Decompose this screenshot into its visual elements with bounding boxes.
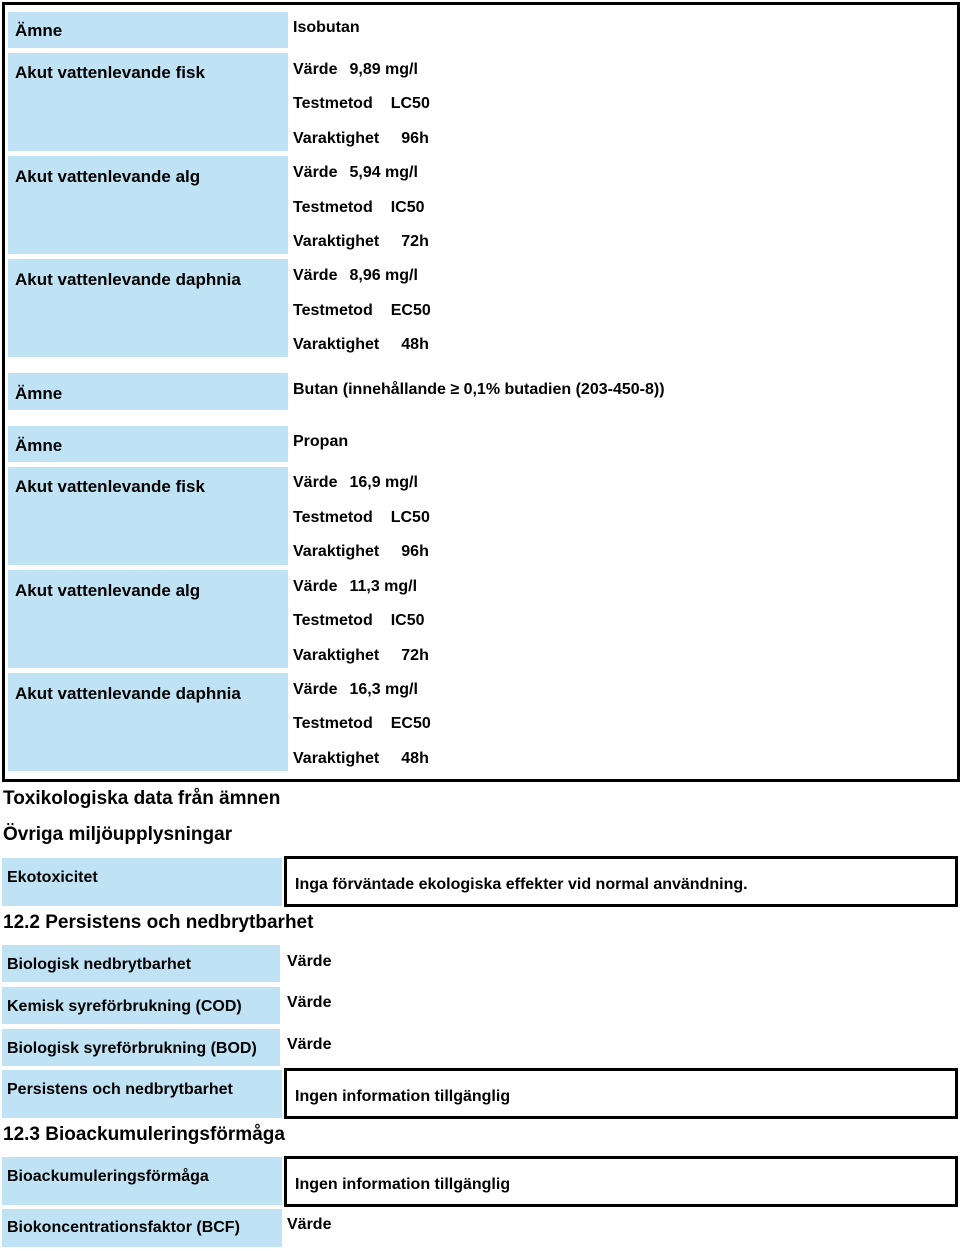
propan-fish-varde bbox=[293, 474, 418, 492]
testmetod-label: Testmetod bbox=[293, 612, 373, 629]
propan-fish-testmetod bbox=[293, 509, 430, 527]
isobutan-name: Isobutan bbox=[293, 19, 360, 36]
amne-label-text: Ämne bbox=[15, 436, 63, 455]
varde-value: 9,89 mg/l bbox=[349, 61, 418, 78]
propan-daphnia-varaktighet bbox=[293, 750, 429, 768]
bod-label bbox=[2, 1029, 280, 1066]
varaktighet-value: 96h bbox=[401, 130, 429, 147]
testmetod-label: Testmetod bbox=[293, 302, 373, 319]
propan-daphnia-label bbox=[8, 673, 288, 771]
cod-value: Värde bbox=[287, 994, 332, 1011]
isobutan-amne-label bbox=[8, 12, 288, 48]
propan-alg-varde bbox=[293, 578, 417, 596]
isobutan-daphnia-testmetod bbox=[293, 302, 431, 320]
isobutan-alg-varde bbox=[293, 164, 418, 182]
isobutan-fish-varde bbox=[293, 61, 418, 79]
varde-label: Värde bbox=[293, 474, 338, 491]
varde-value: 16,9 mg/l bbox=[349, 474, 418, 491]
propan-name: Propan bbox=[293, 433, 349, 450]
propan-daphnia-testmetod bbox=[293, 715, 431, 733]
butan-name: Butan (innehållande ≥ 0,1% butadien (203-450-8)) bbox=[293, 381, 665, 398]
isobutan-daphnia-label bbox=[8, 259, 288, 357]
label-text: Biologisk nedbrytbarhet bbox=[7, 956, 192, 973]
bioack-value-box bbox=[284, 1156, 958, 1207]
propan-fish-label bbox=[8, 467, 288, 565]
bcf-label bbox=[2, 1209, 282, 1247]
varaktighet-value: 72h bbox=[401, 233, 429, 250]
varde-value: 16,3 mg/l bbox=[349, 681, 418, 698]
testmetod-value: IC50 bbox=[390, 199, 425, 216]
bioack-value: Ingen information tillgänglig bbox=[295, 1176, 511, 1193]
label-text: Persistens och nedbrytbarhet bbox=[7, 1081, 233, 1098]
daphnia-label-text: Akut vattenlevande daphnia bbox=[15, 684, 241, 703]
fish-label-text: Akut vattenlevande fisk bbox=[15, 477, 205, 496]
testmetod-label: Testmetod bbox=[293, 509, 373, 526]
varaktighet-label: Varaktighet bbox=[293, 543, 380, 560]
varde-value: 11,3 mg/l bbox=[349, 578, 418, 595]
label-text: Biologisk syreförbrukning (BOD) bbox=[7, 1040, 257, 1057]
daphnia-label-text: Akut vattenlevande daphnia bbox=[15, 270, 241, 289]
testmetod-value: EC50 bbox=[390, 715, 431, 732]
propan-alg-varaktighet bbox=[293, 647, 429, 665]
testmetod-value: EC50 bbox=[390, 302, 431, 319]
ekotox-value-box bbox=[284, 856, 958, 907]
amne-label-text: Ämne bbox=[15, 21, 63, 40]
amne-label-text: Ämne bbox=[15, 384, 63, 403]
isobutan-fish-testmetod bbox=[293, 95, 430, 113]
varaktighet-value: 72h bbox=[401, 647, 429, 664]
heading-persistens: 12.2 Persistens och nedbrytbarhet bbox=[3, 912, 314, 933]
varaktighet-label: Varaktighet bbox=[293, 750, 380, 767]
varaktighet-value: 48h bbox=[401, 750, 429, 767]
ekotox-label-text: Ekotoxicitet bbox=[7, 869, 98, 886]
varde-label: Värde bbox=[293, 681, 338, 698]
propan-fish-varaktighet bbox=[293, 543, 429, 561]
varde-label: Värde bbox=[293, 578, 338, 595]
heading-ovriga: Övriga miljöupplysningar bbox=[3, 824, 233, 845]
heading-bioack: 12.3 Bioackumuleringsförmåga bbox=[3, 1124, 285, 1145]
persistens-label bbox=[2, 1070, 282, 1118]
testmetod-value: LC50 bbox=[390, 95, 430, 112]
isobutan-fish-varaktighet bbox=[293, 130, 429, 148]
testmetod-value: IC50 bbox=[390, 612, 425, 629]
ekotox-value: Inga förväntade ekologiska effekter vid normal användning. bbox=[295, 876, 748, 893]
varde-value: 5,94 mg/l bbox=[349, 164, 418, 181]
alg-label-text: Akut vattenlevande alg bbox=[15, 581, 201, 600]
ekotox-label bbox=[2, 858, 282, 906]
isobutan-alg-testmetod bbox=[293, 199, 425, 217]
varde-label: Värde bbox=[293, 61, 338, 78]
testmetod-value: LC50 bbox=[390, 509, 430, 526]
persistens-value: Ingen information tillgänglig bbox=[295, 1088, 511, 1105]
varde-label: Värde bbox=[293, 267, 338, 284]
propan-amne-label bbox=[8, 426, 288, 462]
varaktighet-value: 96h bbox=[401, 543, 429, 560]
biologisk-nedbrytbarhet-value: Värde bbox=[287, 953, 332, 970]
testmetod-label: Testmetod bbox=[293, 715, 373, 732]
bcf-value: Värde bbox=[287, 1216, 332, 1233]
varaktighet-label: Varaktighet bbox=[293, 233, 380, 250]
label-text: Biokoncentrationsfaktor (BCF) bbox=[7, 1219, 240, 1236]
label-text: Kemisk syreförbrukning (COD) bbox=[7, 998, 242, 1015]
propan-daphnia-varde bbox=[293, 681, 418, 699]
fish-label-text: Akut vattenlevande fisk bbox=[15, 63, 205, 82]
varde-value: 8,96 mg/l bbox=[349, 267, 418, 284]
isobutan-alg-varaktighet bbox=[293, 233, 429, 251]
label-text: Bioackumuleringsförmåga bbox=[7, 1168, 209, 1185]
propan-alg-testmetod bbox=[293, 612, 425, 630]
bioack-label bbox=[2, 1157, 282, 1205]
alg-label-text: Akut vattenlevande alg bbox=[15, 167, 201, 186]
cod-label bbox=[2, 987, 280, 1024]
butan-amne-label bbox=[8, 373, 288, 410]
heading-toxikologiska: Toxikologiska data från ämnen bbox=[3, 788, 281, 809]
varaktighet-label: Varaktighet bbox=[293, 130, 380, 147]
isobutan-alg-label bbox=[8, 156, 288, 254]
testmetod-label: Testmetod bbox=[293, 95, 373, 112]
varde-label: Värde bbox=[293, 164, 338, 181]
bod-value: Värde bbox=[287, 1036, 332, 1053]
varaktighet-label: Varaktighet bbox=[293, 336, 380, 353]
biologisk-nedbrytbarhet-label bbox=[2, 945, 280, 982]
isobutan-fish-label bbox=[8, 53, 288, 151]
persistens-value-box bbox=[284, 1068, 958, 1119]
propan-alg-label bbox=[8, 570, 288, 668]
varaktighet-value: 48h bbox=[401, 336, 429, 353]
varaktighet-label: Varaktighet bbox=[293, 647, 380, 664]
isobutan-daphnia-varde bbox=[293, 267, 418, 285]
isobutan-daphnia-varaktighet bbox=[293, 336, 429, 354]
testmetod-label: Testmetod bbox=[293, 199, 373, 216]
